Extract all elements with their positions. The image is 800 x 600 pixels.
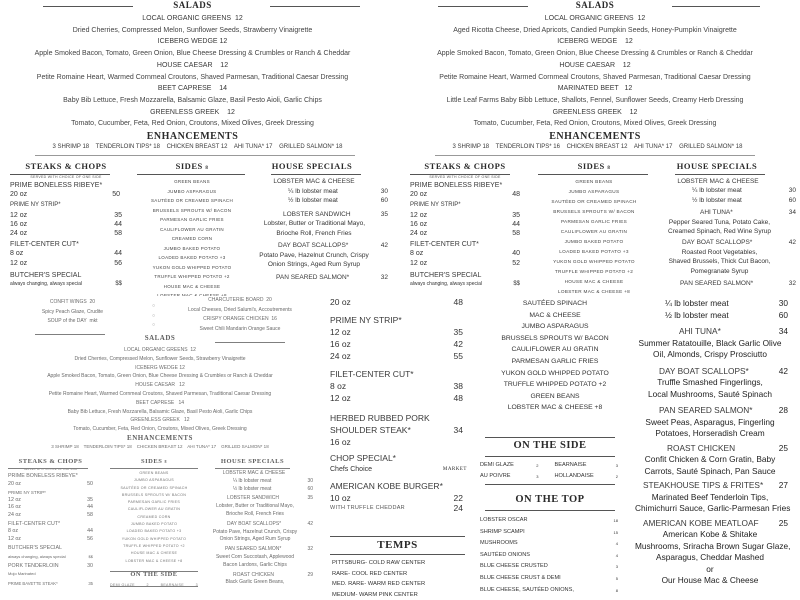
sides-column: SAUTÉED SPINACH MAC & CHEESE JUMBO ASPARAGUS BRUSSELS SPROUTS W/ BACON CAULIFLOWER AU GRATIN PARMESAN GARLIC FRIES YUKON GOLD WHIPPED POTATO TRUFFLE WHIPPED POTATO +2 GREEN BEANS LOBSTER MAC & CHEESE +8 [501, 300, 609, 412]
starters-right: CHARCUTERIE BOARD 20 Local Cheeses, Dried Salumi's, Accoutrements CRISPY ORANGE CHICKEN 16 Sweet Chili Mandarin Orange Sauce [188, 297, 292, 332]
salads-heading: SALADS [173, 0, 212, 10]
specials-heading: HOUSE SPECIALS [271, 161, 353, 171]
menu-b [400, 0, 800, 296]
menu-a [0, 0, 400, 296]
salads-heading: SALADS [575, 0, 615, 10]
salad-item: HOUSE CAESAR 12 [156, 61, 229, 69]
specials-column: ¼ lb lobster meat 30 ½ lb lobster meat 60 AHI TUNA* 34 Summer Ratatouille, Black Garlic Olive Oil, Almonds, Crispy Prosciutto DAY BOAT SCALLOPS* 42 Truffle Smashed Fingerlings, Local Mushrooms, Sauté Spinach PAN SEARED SALMON* 28 Sweet Peas, Asparagus, Fingerling Potatoes, Horseradish Cream ROAST CHICKEN 25 Confit Chicken & Corn Gratin, Baby Carrots, Sauté Spinach, Pan Sauce STEAKHOUSE TIPS & FRITES* 27 Marinated Beef Tenderloin Tips, Chimichurri Sauce, Garlic-Parmesan Fries AMERICAN KOBE MEATLOAF 25 American Kobe & Shitake Mushrooms, Sriracha Brown Sugar Glaze, Asparagus, Cheddar Mashed or Our House Mac & Cheese [635, 298, 791, 585]
salad-item: LOCAL ORGANIC GREENS 12 [142, 15, 243, 22]
on-the-side-heading: ON THE SIDE [513, 440, 587, 451]
steaks-heading: STEAKS & CHOPS [25, 161, 107, 171]
sides-heading: SIDES 8 [175, 161, 209, 171]
enhancements-heading: ENHANCEMENTS [549, 131, 641, 142]
salad-item: BEET CAPRESE 14 [157, 85, 228, 93]
steaks-column: STEAKS & CHOPS SERVED WITH CHOICE OF ONE SIDE PRIME BONELESS RIBEYE* 20 oz 50 PRIME NY STRIP* 12 oz 35 16 oz 44 24 oz 58 FILET-CENTER CUT* 8 oz 44 12 oz 56 BUTCHER'S SPECIAL always changing, always special $$ [10, 161, 122, 288]
salads-list: LOCAL ORGANIC GREENS 12 Dried Cherries, Compressed Melon, Sunflower Seeds, Strawberry Vinaigrette ICEBERG WEDGE 12 Apple Smoked Bacon, Tomato, Green Onion, Blue Cheese Dressing & Crumbles or Ranch & Cheddar HOUSE CAESAR 12 Petite Romaine Heart, Warmed Cornmeal Croutons, Shaved Parmesan, Traditional Caesar Dressing BEET CAPRESE 14 Baby Bib Lettuce, Fresh Mozzarella, Balsamic Glaze, Basil Pesto Aioli, Garlic Chips GREENLESS GREEK 12 Tomato, Cucumber, Feta, Red Onion, Croutons, Mixed Olives, Greek Dressing [47, 347, 273, 433]
enhancements-line: 3 SHRIMP 18 TENDERLOIN TIPS* 16 CHICKEN BREAST 12 AHI TUNA* 17 GRILLED SALMON* 18 [452, 144, 743, 150]
on-the-top-list: LOBSTER OSCAR 18 SHRIMP SCAMPI 15 MUSHROOMS 4 SAUTÉED ONIONS 4 BLUE CHEESE CRUSTED 3 BLUE CHEESE CRUST & DEMI 5 BLUE CHEESE, SAUTÉED ONIONS, 8 [480, 517, 618, 593]
menu-d [330, 296, 800, 600]
starters-left: CONFIT WINGS 20 Spicy Peach Glaze, Crudite SOUP of the DAY mkt [41, 299, 104, 324]
temps-list: PITTSBURG- COLD RAW CENTER RARE- COOL RED CENTER MED. RARE- WARM RED CENTER MEDIUM- WARM PINK CENTER [332, 560, 426, 598]
steaks-column: STEAKS & CHOPS SERVED WITH CHOICE OF ONE SIDE PRIME BONELESS RIBEYE* 20 oz 50 PRIME NY STRIP* 12 oz 35 16 oz 44 24 oz 58 FILET-CENTER CUT* 8 oz 44 12 oz 56 BUTCHER'S SPECIAL always changing, always special $$ PORK TENDERLOIN 30 Mojo Marinated PRIME BAVETTE STEAK* 35 [8, 458, 93, 586]
specials-column: HOUSE SPECIALS LOBSTER MAC & CHEESE ¼ lb lobster meat 30 ½ lb lobster meat 60 LOBSTER SANDWICH 35 Lobster, Butter or Traditional Mayo, Brioche Roll, French Fries DAY BOAT SCALLOPS* 42 Potato Pave, Hazelnut Crunch, Crispy Onion Strings, Aged Rum Syrup PAN SEARED SALMON* 32 Sweet Corn Succotash, Applewood Bacon Lardons, Garlic Chips ROAST CHICKEN 29 Black Garlic Green Beans, [212, 458, 313, 586]
menu-c: CONFIT WINGS 20 Spicy Peach Glaze, Crudite SOUP of the DAY mkt ○ ○ ○ CHARCUTERIE BOARD 20 Local Cheeses, Dried Salumi's, Accoutrements CRISPY ORANGE CHICKEN 16 Sweet Chili Mandarin Orange Sauce SALADS LOCAL ORGANIC GREENS 12 Dried Cherries, Compressed Melon, Sunflower Seeds, Strawberry Vinaigrette ICEBERG WEDGE 12 Apple Smoked Bacon, Tomato, Green Onion, Blue Cheese Dressing & Crumbles or Ranch & Cheddar HOUSE CAESAR 12 Petite Romaine Heart, Warmed Cornmeal Croutons, Shaved Parmesan, Traditional Caesar Dressing BEET CAPRESE 14 Baby Bib Lettuce, Fresh Mozzarella, Balsamic Glaze, Basil Pesto Aioli, Garlic Chips GREENLESS GREEK 12 Tomato, Cucumber, Feta, Red Onion, Croutons, Mixed Olives, Greek Dressing ENHANCEMENTS 3 SHRIMP 18 TENDERLOIN TIPS* 18 CHICKEN BREAST 12 AHI TUNA* 17 GRILLED SALMON* 18 STEAKS & CHOPS SERVED WITH CHOICE OF ONE SIDE PRIME BONELESS RIBEYE* 20 oz 50 PRIME NY STRIP* 12 oz 35 16 oz 44 24 oz 58 FILET-CENTER CUT* 8 oz 44 12 oz 56 BUTCHER'S SPECIAL always changing, always special $$ PORK TENDERLOIN 30 Mojo Marinated PRIME BAVETTE STEAK* 35 SIDES 8 GREEN BEANS JUMBO ASPARAGUS SAUTÉED OR CREAMED SPINACH BRUSSELS SPROUTS W/ BACON PARMESAN GARLIC FRIES CAULIFLOWER AU GRATIN CREAMED CORN JUMBO BAKED POTATO LOADED BAKED POTATO +3 YUKON GOLD WHIPPED POTATO TRUFFLE WHIPPED POTATO +2 HOUSE MAC & CHEESE LOBSTER MAC & CHEESE +8 ON THE SIDE DEMI GLAZE 2 BEARNAISE 3 HOUSE SPECIALS LOBSTER MAC & CHEESE ¼ lb lobster meat 30 ½ lb lobster meat 60 LOBSTER SANDWICH 35 Lobster, Butter or Traditional Mayo, Brioche Roll, French Fries DAY BOAT SCALLOPS* 42 Potato Pave, Hazelnut Crunch, Crispy Onion Strings, Aged Rum Syrup PAN SEARED SALMON* 32 Sweet Corn Succotash, Applewood Bacon Lardons, Garlic Chips ROAST CHICKEN 29 Black Garlic Green Beans, [0, 296, 330, 600]
specials-column: HOUSE SPECIALS LOBSTER MAC & CHEESE ¼ lb lobster meat 30 ½ lb lobster meat 60 LOBSTER SANDWICH 35 Lobster, Butter or Traditional Mayo, Brioche Roll, French Fries DAY BOAT SCALLOPS* 42 Potato Pave, Hazelnut Crunch, Crispy Onion Strings, Aged Rum Syrup PAN SEARED SALMON* 32 [259, 161, 388, 281]
steaks-column: STEAKS & CHOPS SERVED WITH CHOICE OF ONE SIDE PRIME BONELESS RIBEYE* 20 oz 48 PRIME NY STRIP* 12 oz 35 16 oz 44 24 oz 58 FILET-CENTER CUT* 8 oz 40 12 oz 52 BUTCHER'S SPECIAL always changing, always special $$ [410, 161, 520, 288]
steaks-column: 20 oz 48 PRIME NY STRIP* 12 oz 35 16 oz 42 24 oz 55 FILET-CENTER CUT* 8 oz 38 12 oz 48 HERBED RUBBED PORK SHOULDER STEAK* 34 16 oz CHOP SPECIAL* Chefs Choice MARKET AMERICAN KOBE BURGER* 10 oz 22 WITH TRUFFLE CHEDDAR 24 [330, 297, 467, 513]
on-the-top-heading: ON THE TOP [515, 494, 585, 505]
salads-list: LOCAL ORGANIC GREENS 12 Aged Ricotta Cheese, Dried Apricots, Candied Pumpkin Seeds, Honey-Pumpkin Vinaigrette ICEBERG WEDGE 12 Apple Smoked Bacon, Tomato, Green Onion, Blue Cheese Dressing & Crumbles or Ranch & Cheddar HOUSE CAESAR 12 Petite Romaine Heart, Warmed Cornmeal Croutons, Shaved Parmesan, Traditional Caesar Dressing MARINATED BEET 12 Little Leaf Farms Baby Bibb Lettuce, Shallots, Fennel, Sunflower Seeds, Creamy Herb Dressing GREENLESS GREEK 12 Tomato, Cucumber, Feta, Red Onion, Croutons, Mixed Olives, Greek Dressing [437, 15, 753, 128]
salad-item: GREENLESS GREEK 12 [150, 108, 235, 116]
sides-column: SIDES 8 GREEN BEANS JUMBO ASPARAGUS SAUTÉED OR CREAMED SPINACH BRUSSELS SPROUTS W/ BACON PARMESAN GARLIC FRIES CAULIFLOWER AU GRATIN JUMBO BAKED POTATO LOADED BAKED POTATO +3 YUKON GOLD WHIPPED POTATO TRUFFLE WHIPPED POTATO +2 HOUSE MAC & CHEESE LOBSTER MAC & CHEESE +8 [538, 161, 650, 296]
salads-list: LOCAL ORGANIC GREENS 12 Dried Cherries, Compressed Melon, Sunflower Seeds, Strawberry Vinaigrette ICEBERG WEDGE 12 Apple Smoked Bacon, Tomato, Green Onion, Blue Cheese Dressing & Crumbles or Ranch & Cheddar HOUSE CAESAR 12 Petite Romaine Heart, Warmed Cornmeal Croutons, Shaved Parmesan, Traditional Caesar Dressing BEET CAPRESE 14 Baby Bib Lettuce, Fresh Mozzarella, Balsamic Glaze, Basil Pesto Aioli, Garlic Chips GREENLESS GREEK 12 Tomato, Cucumber, Feta, Red Onion, Croutons, Mixed Olives, Greek Dressing [0, 13, 385, 130]
on-the-side-table: DEMI GLAZE 2 BEARNAISE 3 AU POIVRE 3 HOLLANDAISE 2 [480, 462, 618, 479]
salad-item: ICEBERG WEDGE 12 [157, 38, 228, 46]
sides-column: SIDES 8 GREEN BEANS JUMBO ASPARAGUS SAUTÉED OR CREAMED SPINACH BRUSSELS SPROUTS W/ BACON PARMESAN GARLIC FRIES CAULIFLOWER AU GRATIN CREAMED CORN JUMBO BAKED POTATO LOADED BAKED POTATO +3 YUKON GOLD WHIPPED POTATO TRUFFLE WHIPPED POTATO +2 HOUSE MAC & CHEESE LOBSTER MAC & CHEESE +8 [137, 161, 247, 296]
enhancements-heading: ENHANCEMENTS [146, 131, 239, 142]
enhancements-line: 3 SHRIMP 18 TENDERLOIN TIPS* 18 CHICKEN BREAST 12 AHI TUNA* 17 GRILLED SALMON* 18 [52, 144, 343, 150]
sides-column: SIDES 8 GREEN BEANS JUMBO ASPARAGUS SAUTÉED OR CREAMED SPINACH BRUSSELS SPROUTS W/ BACON PARMESAN GARLIC FRIES CAULIFLOWER AU GRATIN CREAMED CORN JUMBO BAKED POTATO LOADED BAKED POTATO +3 YUKON GOLD WHIPPED POTATO TRUFFLE WHIPPED POTATO +2 HOUSE MAC & CHEESE LOBSTER MAC & CHEESE +8 ON THE SIDE DEMI GLAZE 2 BEARNAISE 3 [110, 458, 198, 587]
temps-heading: TEMPS [377, 539, 418, 551]
specials-column: HOUSE SPECIALS LOBSTER MAC & CHEESE ¼ lb lobster meat 30 ½ lb lobster meat 60 AHI TUNA* 34 Pepper Seared Tuna, Potato Cake, Creamed Spinach, Red Wine Syrup DAY BOAT SCALLOPS* 42 Roasted Root Vegetables, Shaved Brussels, Thick Cut Bacon, Pomegranate Syrup PAN SEARED SALMON* 32 [668, 161, 796, 288]
